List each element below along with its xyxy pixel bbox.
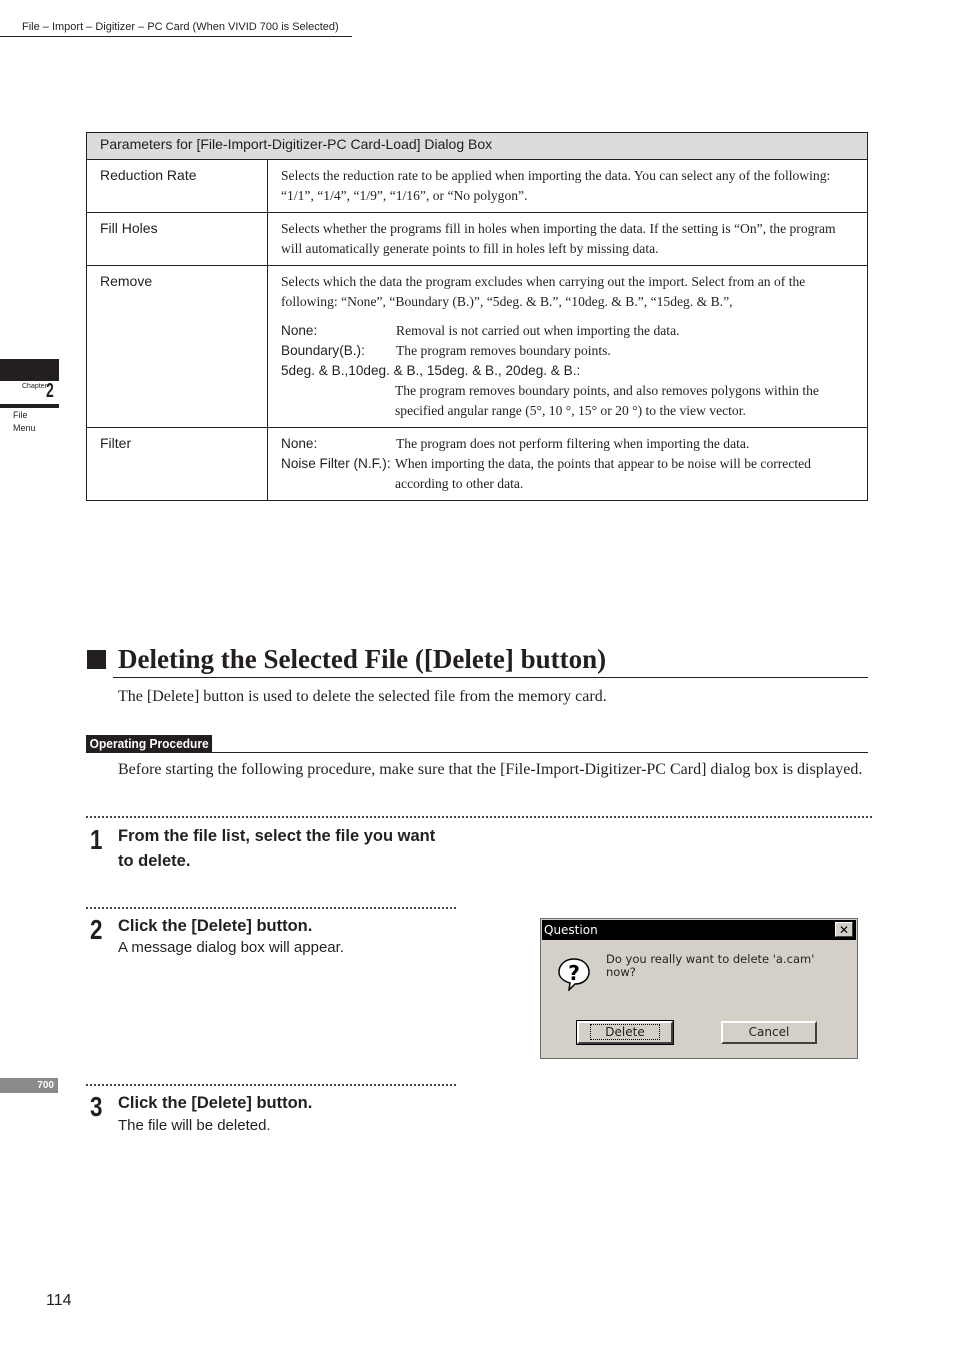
- table-row: [87, 213, 868, 266]
- section-bullet: [87, 650, 106, 669]
- table-row: [87, 428, 868, 501]
- step-number: 1: [90, 824, 103, 855]
- dialog-message-line1: Do you really want to delete 'a.cam': [606, 952, 815, 966]
- param-name: Remove: [87, 266, 268, 428]
- option-value: The program removes boundary points.: [396, 343, 611, 358]
- section-rule: [113, 677, 868, 678]
- table-header-row: [87, 133, 868, 160]
- delete-button[interactable]: [577, 1021, 673, 1044]
- dotted-separator: [86, 816, 872, 818]
- step-description: The file will be deleted.: [118, 1117, 271, 1134]
- option-line: [281, 321, 854, 341]
- svg-text:?: ?: [568, 961, 580, 985]
- dialog-titlebar: [542, 920, 856, 940]
- option-value: Removal is not carried out when importing the data.: [396, 323, 680, 338]
- param-description: [268, 266, 868, 428]
- option-line: [281, 434, 854, 454]
- chapter-number: 2: [46, 380, 54, 402]
- delete-button-label: Delete: [590, 1024, 659, 1040]
- param-text: Selects which the data the program excludes when carrying out the import. Select from an of the following: “None”, “Boundary (B.)”, “5deg. & B.”, “10deg. & B.”, “15deg. & B.”,: [281, 274, 806, 309]
- param-description: [268, 213, 868, 266]
- option-key: None:: [281, 436, 318, 451]
- close-icon[interactable]: ✕: [835, 922, 853, 937]
- section-intro: The [Delete] button is used to delete the selected file from the memory card.: [118, 688, 607, 705]
- step-number: 3: [90, 1091, 103, 1122]
- option-line: [281, 454, 854, 494]
- param-name: Reduction Rate: [87, 160, 268, 213]
- option-key: Boundary(B.):: [281, 343, 365, 358]
- step-description: A message dialog box will appear.: [118, 939, 344, 956]
- procedure-rule: [86, 752, 868, 753]
- option-value: The program does not perform filtering when importing the data.: [396, 436, 750, 451]
- option-key: Noise Filter (N.F.):: [281, 456, 391, 471]
- chapter-label: Chapter: [22, 383, 47, 390]
- dialog-title: Question: [544, 923, 598, 937]
- option-value: The program removes boundary points, and also removes polygons within the specified angular range (5°, 10 °, 15° or 20 °) to the view vector.: [395, 383, 819, 418]
- dotted-separator: [86, 1084, 456, 1086]
- dotted-separator: [86, 907, 456, 909]
- step-number: 2: [90, 914, 103, 945]
- param-description: [268, 160, 868, 213]
- step-title: Click the [Delete] button.: [118, 1094, 313, 1112]
- option-key: None:: [281, 323, 318, 338]
- header-rule: [0, 36, 352, 37]
- model-badge: 700: [0, 1078, 58, 1093]
- step-title: Click the [Delete] button.: [118, 917, 313, 935]
- table-row: [87, 160, 868, 213]
- param-name: Fill Holes: [87, 213, 268, 266]
- side-section-line2: Menu: [13, 423, 36, 433]
- side-section-line1: File: [13, 410, 28, 420]
- procedure-intro: Before starting the following procedure, make sure that the [File-Import-Digitizer-PC Card] dialog box is displayed.: [118, 761, 863, 778]
- option-line: [281, 341, 854, 361]
- dialog-message-line2: now?: [606, 965, 636, 979]
- section-title: Deleting the Selected File ([Delete] button): [118, 644, 607, 674]
- question-icon: [557, 957, 591, 991]
- param-text: Selects the reduction rate to be applied when importing the data. You can select any of the following: “1/1”, “1/4”, “1/9”, “1/16”, or “No polygon”.: [281, 168, 831, 203]
- page-number: 114: [46, 1292, 72, 1309]
- step-title: From the file list, select the file you want to delete.: [118, 827, 436, 870]
- question-dialog: [540, 918, 858, 1059]
- chapter-tab: [0, 359, 59, 381]
- procedure-label: Operating Procedure: [86, 735, 212, 753]
- table-title: Parameters for [File-Import-Digitizer-PC Card-Load] Dialog Box: [87, 133, 868, 160]
- running-header: File – Import – Digitizer – PC Card (When VIVID 700 is Selected): [22, 21, 339, 33]
- param-description: [268, 428, 868, 501]
- cancel-button[interactable]: Cancel: [721, 1021, 817, 1044]
- param-text: Selects whether the programs fill in holes when importing the data. If the setting is “On”, the program will automatically generate points to fill in holes left by missing data.: [281, 221, 836, 256]
- table-row: [87, 266, 868, 428]
- option-key: 5deg. & B.,10deg. & B., 15deg. & B., 20deg. & B.:: [281, 363, 581, 378]
- param-name: Filter: [87, 428, 268, 501]
- option-value: When importing the data, the points that appear to be noise will be corrected according to other data.: [395, 456, 811, 491]
- chapter-rule: [0, 404, 59, 408]
- dialog-message: [606, 953, 836, 979]
- parameter-table: [86, 132, 868, 501]
